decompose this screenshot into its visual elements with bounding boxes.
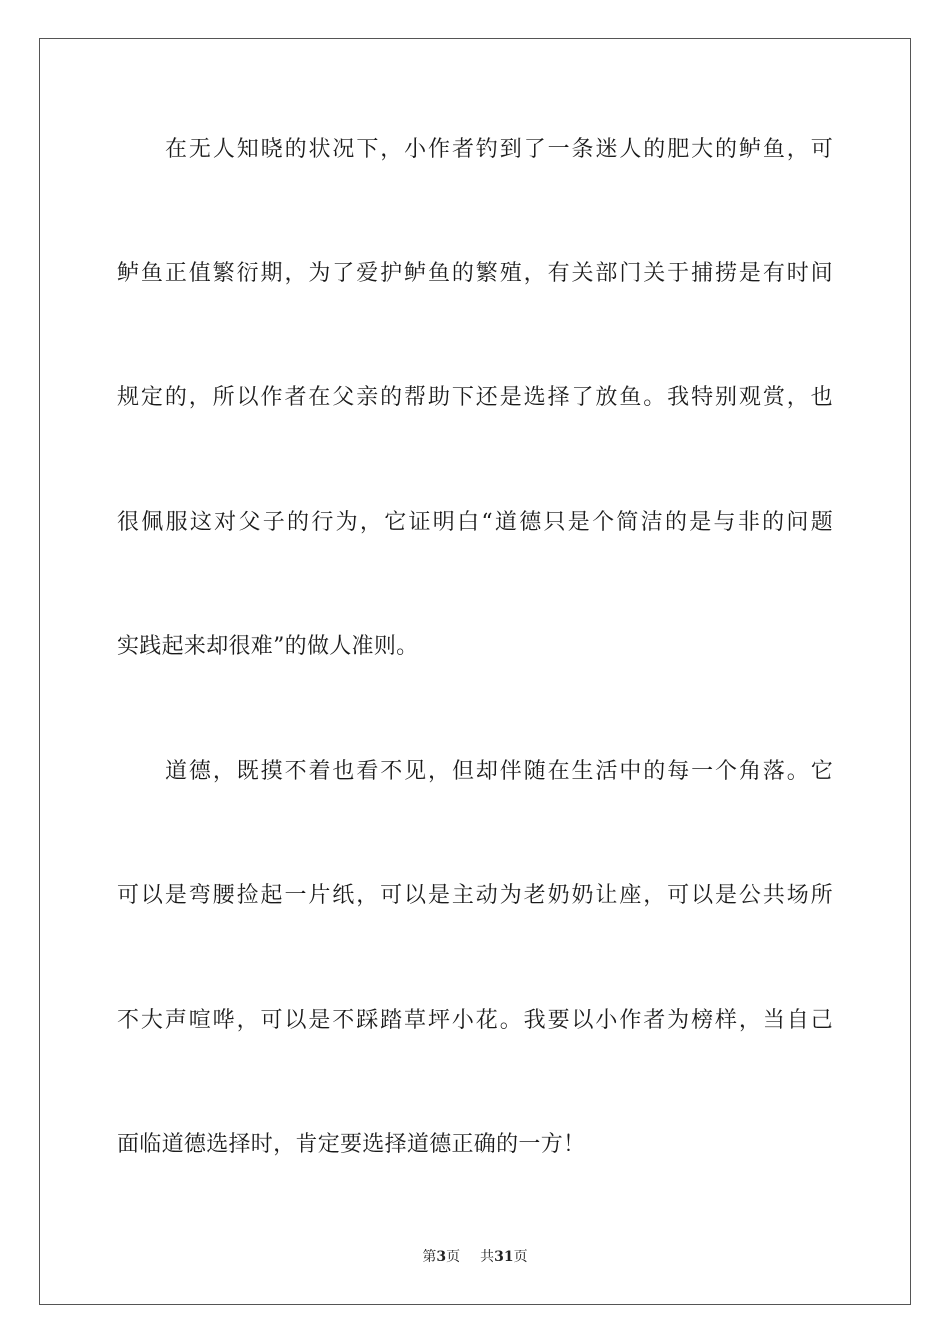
page-suffix: 页: [446, 1249, 461, 1265]
paragraph-1-line-2: 鲈鱼正值繁衍期，为了爱护鲈鱼的繁殖，有关部门关于捕捞是有时间: [117, 261, 833, 286]
paragraph-2-line-1: 道德，既摸不着也看不见，但却伴随在生活中的每一个角落。它: [165, 759, 833, 784]
total-pages-indicator: [480, 1246, 527, 1266]
page-indicator: [422, 1246, 460, 1266]
page-border: [39, 38, 911, 1305]
total-prefix: 共: [480, 1249, 495, 1265]
page-prefix: 第: [422, 1249, 437, 1265]
page-footer: [0, 1246, 950, 1266]
paragraph-2-line-3: 不大声喧哗，可以是不踩踏草坪小花。我要以小作者为榜样，当自己: [117, 1008, 833, 1033]
paragraph-2-line-4: 面临道德选择时，肯定要选择道德正确的一方！: [117, 1132, 586, 1157]
paragraph-1-line-1: 在无人知晓的状况下，小作者钓到了一条迷人的肥大的鲈鱼，可: [165, 137, 833, 162]
paragraph-1-line-3: 规定的，所以作者在父亲的帮助下还是选择了放鱼。我特别观赏，也: [117, 385, 833, 410]
paragraph-1-line-4: 很佩服这对父子的行为，它证明白“道德只是个简洁的是与非的问题: [117, 510, 833, 535]
total-pages: 31: [494, 1249, 514, 1265]
total-suffix: 页: [513, 1249, 528, 1265]
page-number: 3: [436, 1249, 447, 1265]
paragraph-2-line-2: 可以是弯腰捡起一片纸，可以是主动为老奶奶让座，可以是公共场所: [117, 883, 833, 908]
paragraph-1-line-5: 实践起来却很难”的做人准则。: [117, 634, 419, 659]
